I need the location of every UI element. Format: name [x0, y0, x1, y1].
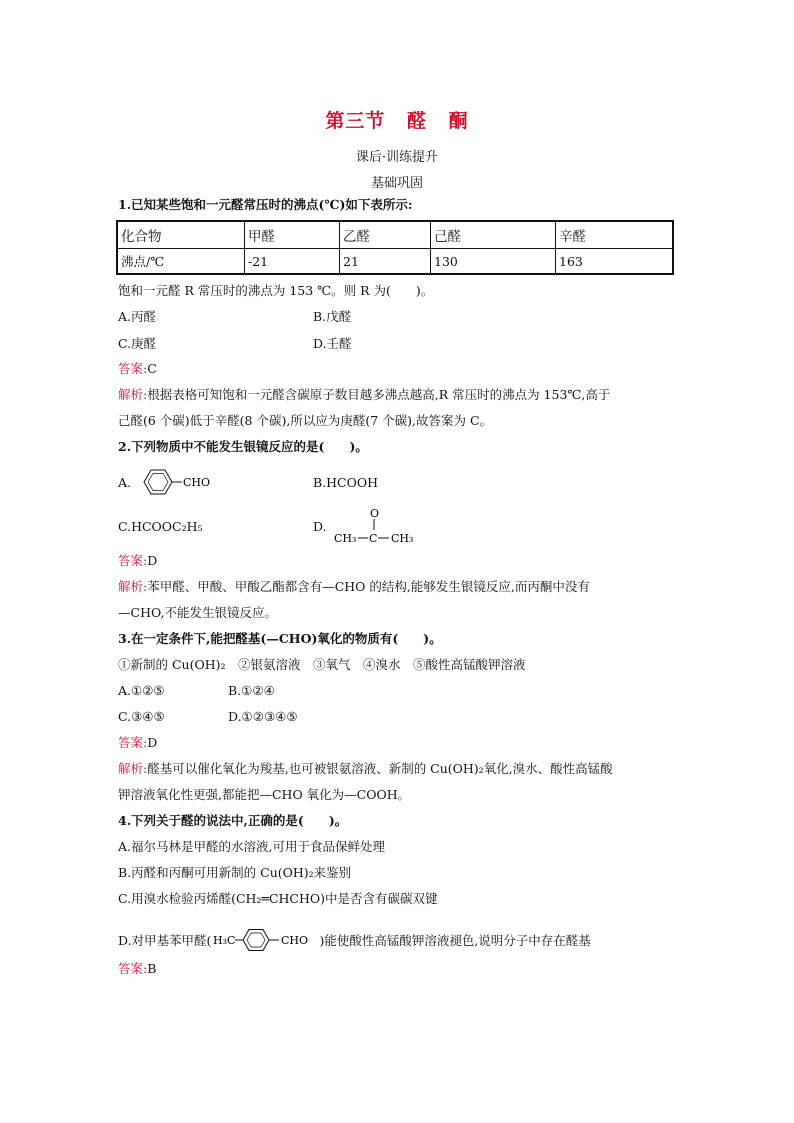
q1-stem: 1.已知某些饱和一元醛常压时的沸点(℃)如下表所示:: [118, 197, 413, 212]
q3-option-c: C.③④⑤: [118, 709, 165, 724]
acetone-carbon: C: [369, 532, 378, 545]
q2-option-b: B.HCOOH: [313, 475, 379, 490]
q1-answer: 答案:C: [118, 361, 157, 376]
boiling-point-table: [116, 220, 674, 275]
table-header-cell: 化合物: [117, 221, 245, 249]
q4-answer: 答案:B: [118, 961, 157, 976]
cho-group: CHO: [281, 934, 309, 947]
q2-option-d-label: D.: [313, 519, 327, 534]
table-header-cell: 己醛: [431, 221, 556, 249]
q3-items: ①新制的 Cu(OH)₂ ②银氨溶液 ③氧气 ④溴水 ⑤酸性高锰酸钾溶液: [118, 657, 526, 672]
q1-analysis-2: 己醛(6 个碳)低于辛醛(8 个碳),所以应为庚醛(7 个碳),故答案为 C。: [118, 413, 493, 428]
acetone-structure: [332, 504, 422, 546]
q2-analysis-2: —CHO,不能发生银镜反应。: [118, 605, 277, 620]
acetone-right-methyl: CH₃: [391, 532, 414, 545]
q1-option-a: A.丙醛: [118, 309, 157, 324]
benzaldehyde-structure: [138, 466, 228, 498]
q1-question: 饱和一元醛 R 常压时的沸点为 153 ℃。则 R 为( )。: [118, 283, 434, 298]
q2-option-c: C.HCOOC₂H₅: [118, 519, 203, 534]
q4-option-b: B.丙醛和丙酮可用新制的 Cu(OH)₂来鉴别: [118, 865, 352, 880]
q1-option-c: C.庚醛: [118, 336, 157, 351]
q3-answer: 答案:D: [118, 735, 158, 750]
table-header-row: [117, 221, 673, 249]
q4-option-a: A.福尔马林是甲醛的水溶液,可用于食品保鲜处理: [118, 839, 385, 854]
q1-option-b: B.戊醛: [313, 309, 352, 324]
table-cell: 21: [340, 249, 431, 275]
table-cell: 163: [556, 249, 674, 275]
q2-stem: 2.下列物质中不能发生银镜反应的是( )。: [118, 439, 368, 454]
q2-answer: 答案:D: [118, 553, 158, 568]
acetone-oxygen: O: [370, 507, 380, 520]
page-title: 第三节 醛 酮: [325, 110, 469, 132]
q4-option-d: D.对甲基苯甲醛( H₃C CHO )能使酸性高锰酸钾溶液褪色,说明分子中存在醛基: [118, 926, 591, 954]
q3-option-a: A.①②⑤: [118, 683, 165, 698]
q3-analysis-2: 钾溶液氧化性更强,都能把—CHO 氧化为—COOH。: [118, 787, 411, 802]
table-header-cell: 乙醛: [340, 221, 431, 249]
q3-analysis-1: 解析:醛基可以催化氧化为羧基,也可被银氨溶液、新制的 Cu(OH)₂氧化,溴水、酸性高锰酸: [118, 761, 613, 776]
p-methylbenzaldehyde-structure: [211, 926, 319, 954]
q3-option-d: D.①②③④⑤: [228, 709, 298, 724]
q4-option-c: C.用溴水检验丙烯醛(CH₂═CHCHO)中是否含有碳碳双键: [118, 891, 438, 906]
cho-group: CHO: [183, 476, 211, 489]
table-cell: 130: [431, 249, 556, 275]
benzene-ring-inner: [148, 474, 168, 491]
subtitle: 课后·训练提升: [355, 150, 439, 165]
q3-stem: 3.在一定条件下,能把醛基(—CHO)氧化的物质有( )。: [118, 631, 442, 646]
section-heading: 基础巩固: [370, 176, 423, 191]
table-header-cell: 辛醛: [556, 221, 674, 249]
table-cell: -21: [245, 249, 340, 275]
acetone-left-methyl: CH₃: [334, 532, 357, 545]
q3-option-b: B.①②④: [228, 683, 275, 698]
benzene-ring-inner: [247, 933, 265, 947]
q1-analysis-1: 解析:根据表格可知饱和一元醛含碳原子数目越多沸点越高,R 常压时的沸点为 153℃,高于: [118, 387, 611, 402]
table-header-cell: 甲醛: [245, 221, 340, 249]
methyl-group: H₃C: [213, 934, 236, 947]
q4-stem: 4.下列关于醛的说法中,正确的是( )。: [118, 813, 348, 828]
table-row: [117, 249, 673, 275]
q1-option-d: D.壬醛: [313, 336, 352, 351]
q2-analysis-1: 解析:苯甲醛、甲酸、甲酸乙酯都含有—CHO 的结构,能够发生银镜反应,而丙酮中没有: [118, 579, 590, 594]
q2-option-a-label: A.: [118, 475, 132, 490]
table-cell: 沸点/℃: [117, 249, 245, 275]
